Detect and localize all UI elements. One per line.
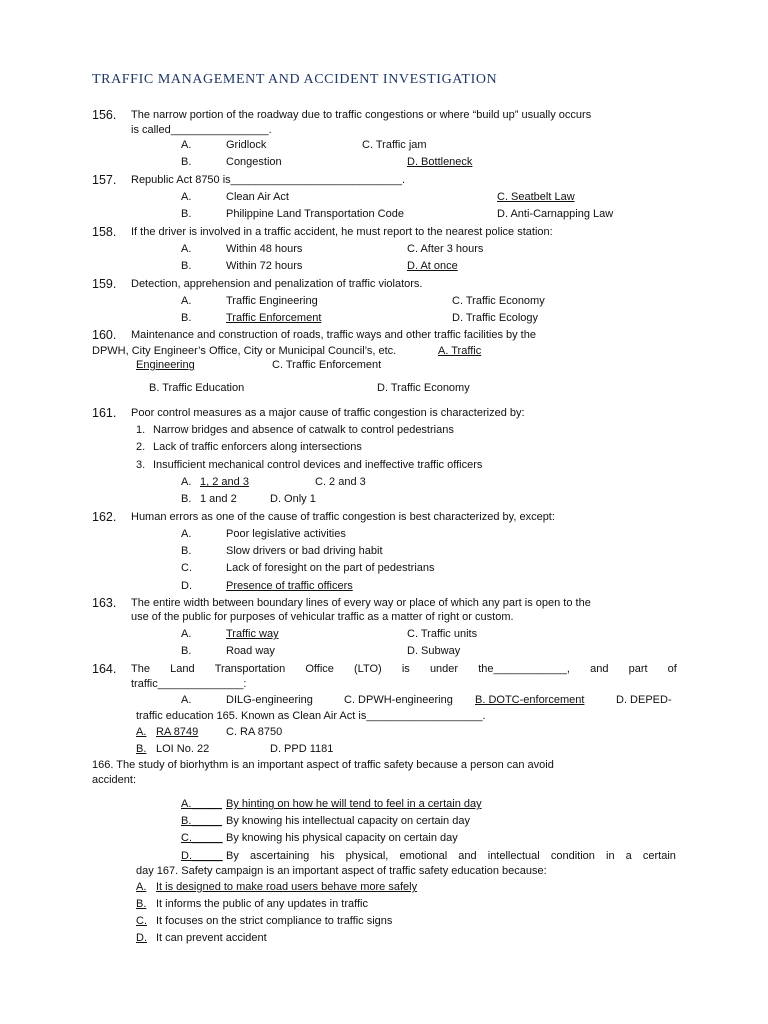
q165-option-c: C. RA 8750	[226, 726, 283, 738]
q165-option-d: D. PPD 1181	[270, 743, 334, 755]
option-c: C. Traffic Enforcement	[272, 359, 382, 371]
list-item-number: 2.	[136, 441, 146, 453]
question-number: 156.	[92, 108, 117, 122]
option-b-answer: B. DOTC-enforcement	[475, 694, 585, 706]
option-b: Congestion	[226, 156, 282, 168]
option-d: It can prevent accident	[156, 932, 267, 944]
option-b: Philippine Land Transportation Code	[226, 208, 404, 220]
option-label-c: C.	[136, 915, 147, 927]
option-c: C. After 3 hours	[407, 243, 484, 255]
word: By	[226, 850, 239, 862]
option-d	[226, 849, 676, 863]
option-a-answer-cont: Engineering	[136, 359, 195, 371]
word: Transportation	[214, 663, 286, 675]
answer-blank: _____	[192, 850, 223, 862]
option-c: It focuses on the strict compliance to traffic signs	[156, 915, 393, 927]
option-c: C. Traffic units	[407, 628, 478, 640]
word: physical,	[345, 850, 389, 862]
option-d: D. Traffic Ecology	[452, 312, 538, 324]
word: part	[628, 663, 648, 675]
option-c: By knowing his physical capacity on certain day	[226, 832, 458, 844]
option-letter: C.	[181, 832, 192, 844]
answer-blank: _____	[192, 832, 223, 844]
option-label-b: B.	[181, 312, 192, 324]
option-c: C. DPWH-engineering	[344, 694, 453, 706]
option-a: Poor legislative activities	[226, 528, 346, 540]
option-d: D. Anti-Carnapping Law	[497, 208, 614, 220]
option-label-b: B.	[181, 208, 192, 220]
option-a-answer: By hinting on how he will tend to feel in a certain day	[226, 798, 482, 810]
option-b: Slow drivers or bad driving habit	[226, 545, 383, 557]
option-b: B. Traffic Education	[149, 382, 245, 394]
option-b: By knowing his intellectual capacity on certain day	[226, 815, 470, 827]
question-number: 162.	[92, 510, 117, 524]
option-label-a: A.	[181, 528, 192, 540]
list-item-number: 1.	[136, 424, 146, 436]
option-c: C. Traffic jam	[362, 139, 427, 151]
question-text	[131, 662, 677, 676]
option-letter: D.	[181, 850, 192, 862]
option-label-a: A.	[136, 881, 147, 893]
option-d: D. Only 1	[270, 493, 316, 505]
option-label-a: A.	[181, 139, 192, 151]
question-text: 166. The study of biorhythm is an important aspect of traffic safety because a person can avoid	[92, 759, 554, 771]
option-label-b: B.	[181, 260, 192, 272]
option-label-a: A.	[181, 243, 192, 255]
word: intellectual	[487, 850, 540, 862]
answer-blank: _____	[191, 815, 222, 827]
question-number: 157.	[92, 173, 117, 187]
question-number: 160.	[92, 328, 117, 342]
word: The	[131, 663, 150, 675]
option-d-answer: D. Bottleneck	[407, 156, 473, 168]
question-number: 163.	[92, 596, 117, 610]
option-label-b: B.	[181, 156, 192, 168]
option-letter: B.	[181, 815, 192, 827]
option-label-a: A.	[181, 628, 192, 640]
word: in	[606, 850, 615, 862]
question-text: Human errors as one of the cause of traffic congestion is best characterized by, except:	[131, 511, 555, 523]
option-c: C. Traffic Economy	[452, 295, 545, 307]
option-label-a: A.	[181, 295, 192, 307]
word: ascertaining	[249, 850, 310, 862]
option-label-c: C.	[181, 562, 192, 574]
option-a-answer: 1, 2 and 3	[200, 476, 249, 488]
word: emotional	[399, 850, 448, 862]
question-text: The entire width between boundary lines of every way or place of which any part is open to the	[131, 597, 591, 609]
question-165-text: traffic education 165. Known as Clean Air Act is___________________.	[136, 710, 486, 722]
question-number: 164.	[92, 662, 117, 676]
option-b: Within 72 hours	[226, 260, 303, 272]
word: certain	[642, 850, 676, 862]
question-text: Detection, apprehension and penalization of traffic violators.	[131, 278, 423, 290]
option-label-d: D.	[136, 932, 147, 944]
word: of	[667, 663, 677, 675]
list-item: Insufficient mechanical control devices and ineffective traffic officers	[153, 459, 483, 471]
list-item: Narrow bridges and absence of catwalk to control pedestrians	[153, 424, 454, 436]
question-number: 159.	[92, 277, 117, 291]
option-label-b: B.	[136, 898, 147, 910]
question-text-cont: is called________________.	[131, 124, 272, 136]
question-text-cont: accident:	[92, 774, 137, 786]
question-text: Poor control measures as a major cause of traffic congestion is characterized by:	[131, 407, 525, 419]
option-b: It informs the public of any updates in traffic	[156, 898, 368, 910]
option-label-b: B.	[181, 545, 192, 557]
option-c: Lack of foresight on the part of pedestrians	[226, 562, 435, 574]
word: Office	[305, 663, 334, 675]
option-a: DILG-engineering	[226, 694, 313, 706]
word: Land	[170, 663, 195, 675]
option-a: Gridlock	[226, 139, 267, 151]
option-label-c	[181, 831, 223, 845]
q165-option-b: LOI No. 22	[156, 743, 210, 755]
q165-option-label-b: B.	[136, 743, 147, 755]
option-letter: A.	[181, 798, 192, 810]
list-item: Lack of traffic enforcers along intersections	[153, 441, 362, 453]
option-label-a: A.	[181, 476, 192, 488]
word: a	[625, 850, 632, 862]
option-a-answer: A. Traffic	[438, 345, 482, 357]
q165-option-a-answer: RA 8749	[156, 726, 199, 738]
word: under	[429, 663, 459, 675]
option-a: Traffic Engineering	[226, 295, 318, 307]
answer-blank: _____	[191, 798, 222, 810]
option-d: D. Subway	[407, 645, 461, 657]
question-167-text: day 167. Safety campaign is an important aspect of traffic safety education because:	[136, 865, 547, 877]
q165-option-label-a: A.	[136, 726, 147, 738]
option-d: D. DEPED-	[616, 694, 672, 706]
option-label-a	[181, 797, 222, 811]
option-label-a: A.	[181, 694, 192, 706]
option-b-answer: Traffic Enforcement	[226, 312, 322, 324]
option-a-answer: It is designed to make road users behave more safely	[156, 881, 418, 893]
option-c-answer: C. Seatbelt Law	[497, 191, 575, 203]
question-text: The narrow portion of the roadway due to traffic congestions or where “build up” usually occurs	[131, 109, 592, 121]
word: is	[401, 663, 410, 675]
list-item-number: 3.	[136, 459, 146, 471]
word: his	[320, 850, 335, 862]
question-text: Maintenance and construction of roads, traffic ways and other traffic facilities by the	[131, 329, 536, 341]
option-d: D. Traffic Economy	[377, 382, 470, 394]
word: (LTO)	[354, 663, 382, 675]
page-title: TRAFFIC MANAGEMENT AND ACCIDENT INVESTIGATION	[92, 72, 498, 87]
question-text-cont: DPWH, City Engineer’s Office, City or Municipal Council’s, etc.	[92, 345, 397, 357]
option-b: 1 and 2	[200, 493, 237, 505]
option-label-d	[181, 849, 223, 863]
option-label-d: D.	[181, 580, 192, 592]
option-b: Road way	[226, 645, 275, 657]
option-a: Clean Air Act	[226, 191, 289, 203]
option-d-answer: Presence of traffic officers	[226, 580, 353, 592]
word: and	[590, 663, 609, 675]
question-number: 161.	[92, 406, 117, 420]
option-d-answer: D. At once	[407, 260, 458, 272]
question-text: If the driver is involved in a traffic accident, he must report to the nearest police station:	[131, 226, 553, 238]
word: and	[458, 850, 477, 862]
option-label-b: B.	[181, 645, 192, 657]
option-label-b: B.	[181, 493, 192, 505]
word: condition	[550, 850, 595, 862]
option-a-answer: Traffic way	[226, 628, 279, 640]
option-label-a: A.	[181, 191, 192, 203]
option-c: C. 2 and 3	[315, 476, 366, 488]
question-text-cont: traffic______________:	[131, 678, 247, 690]
word: the____________,	[478, 663, 570, 675]
question-number: 158.	[92, 225, 117, 239]
question-text: Republic Act 8750 is____________________________.	[131, 174, 406, 186]
option-label-b	[181, 814, 222, 828]
question-text-cont: use of the public for purposes of vehicular traffic as a matter of right or custom.	[131, 611, 514, 623]
option-a: Within 48 hours	[226, 243, 303, 255]
